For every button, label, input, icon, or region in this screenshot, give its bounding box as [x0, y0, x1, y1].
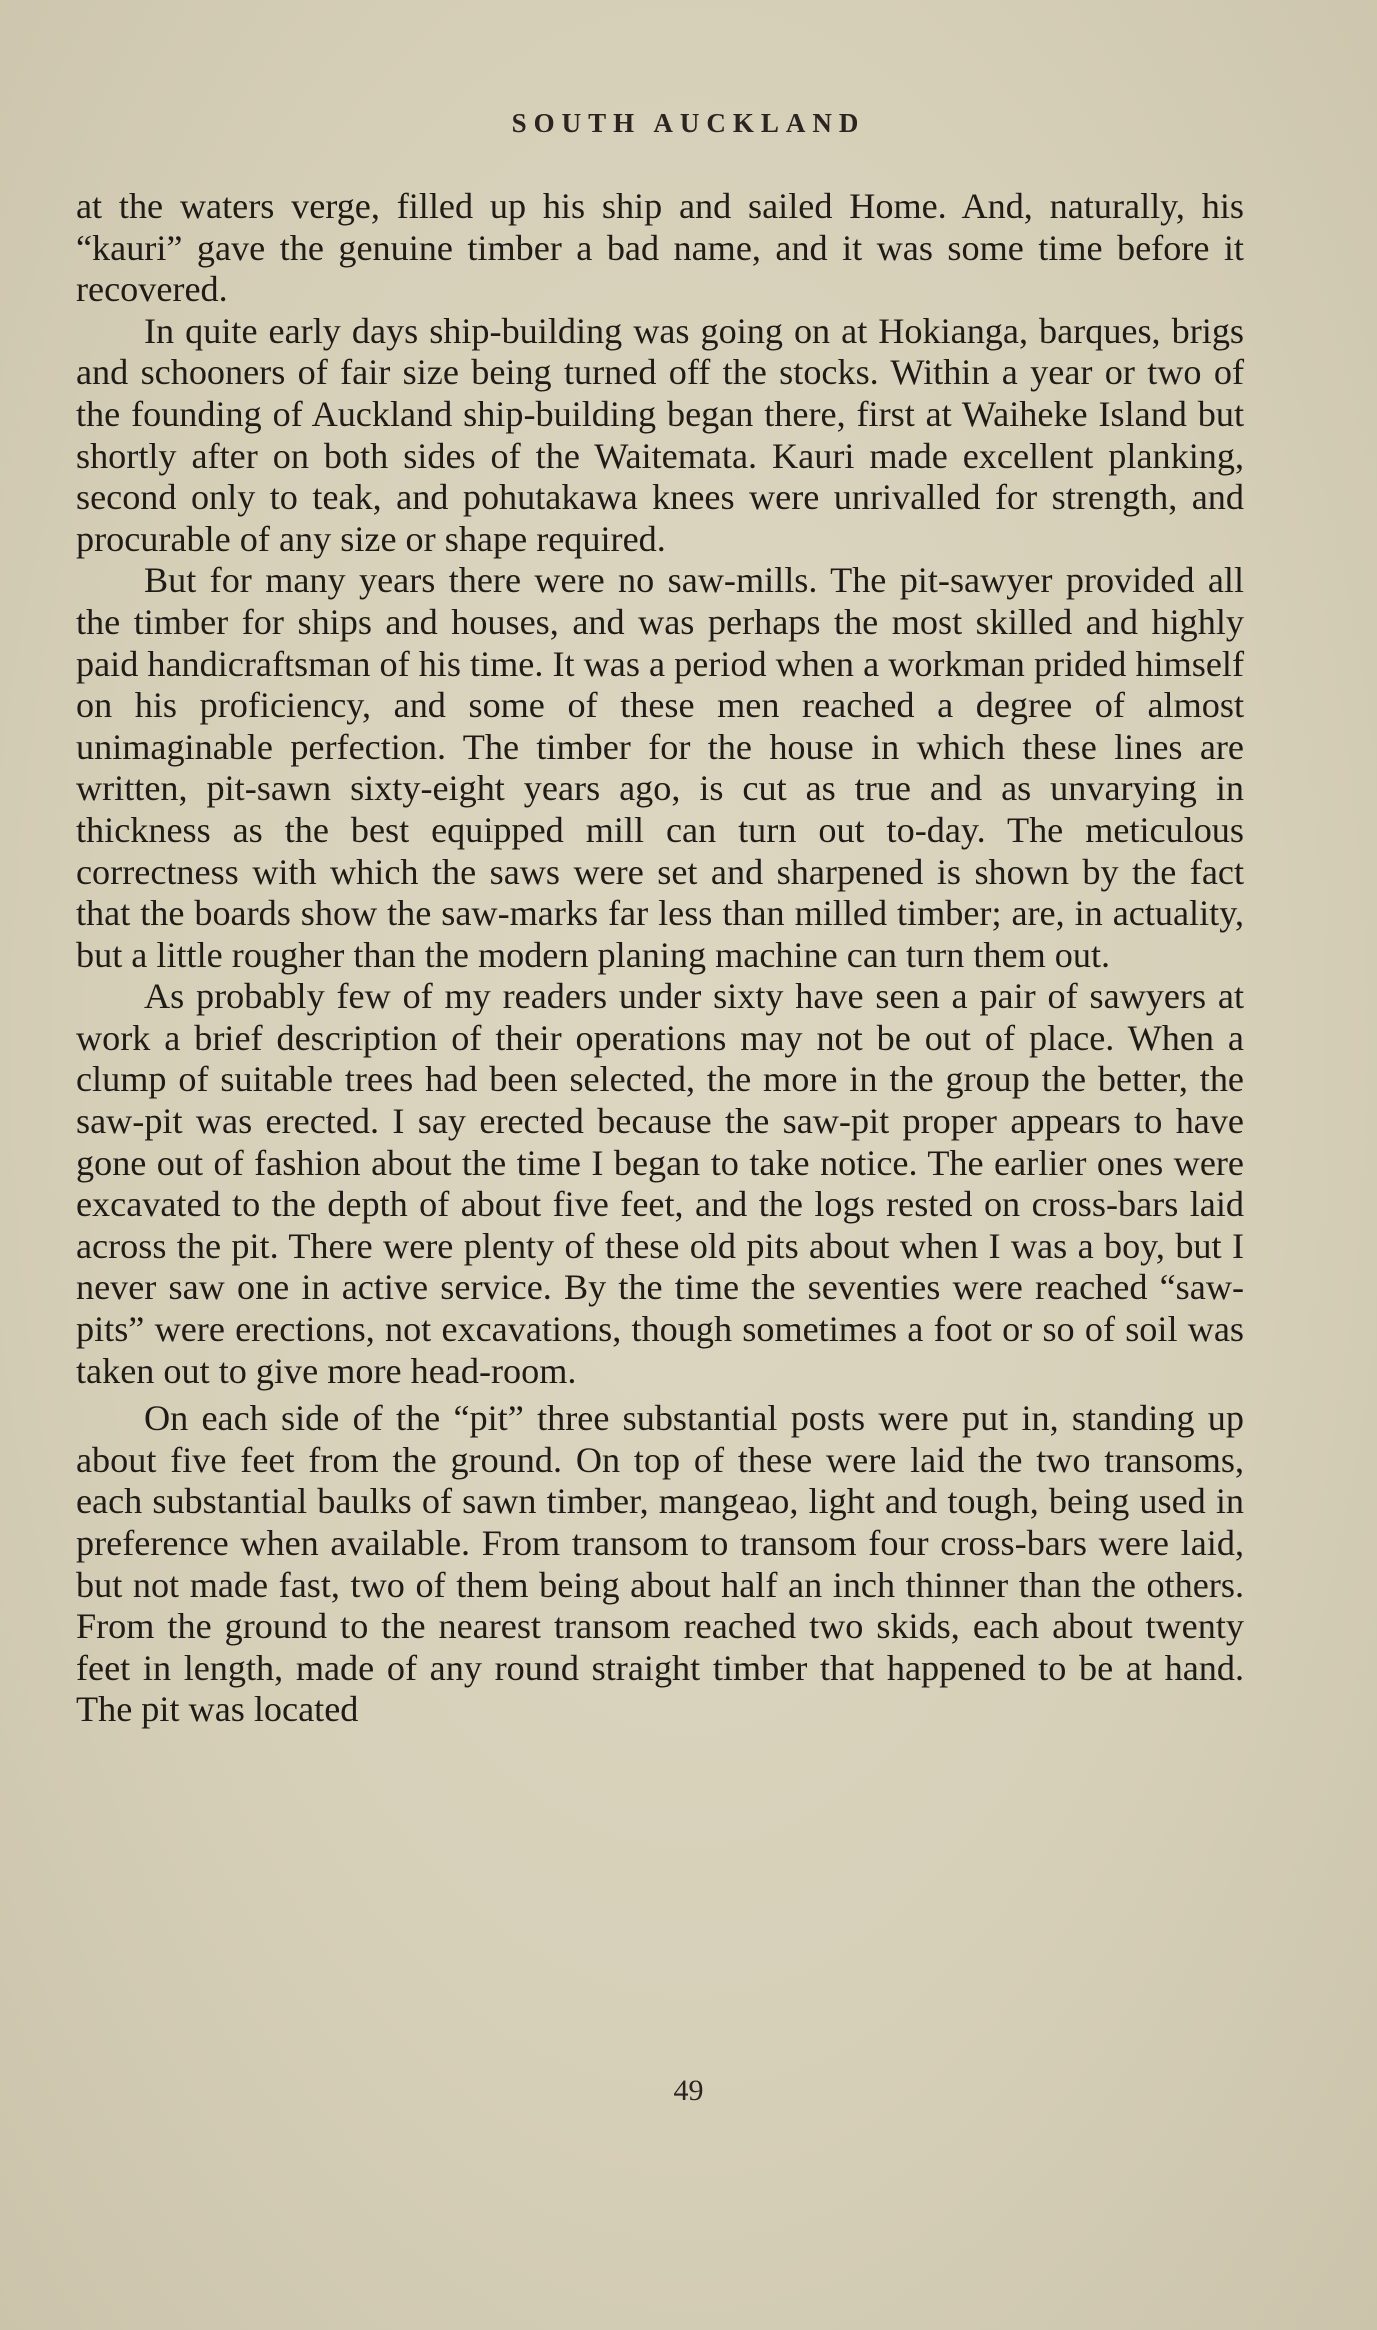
paragraph-sawyers-description: As probably few of my readers under sixty have seen a pair of sawyers at work a brief description of their operations may not be out of place. When a clump of suitable trees had been selected, the more in the group the better, the saw-pit was erected. I say erected because the saw-pit proper appears to have gone out of fashion about the time I began to take notice. The earlier ones were excavated to the depth of about five feet, and the logs rested on cross-bars laid across the pit. There were plenty of these old pits about when I was a boy, but I never saw one in active service. By the time the seventies were reached “saw-pits” were erections, not excavations, though sometimes a foot or so of soil was taken out to give more head-room. — [76, 976, 1244, 1391]
paragraph-continued: at the waters verge, filled up his ship and sailed Home. And, naturally, his “kauri” gave the genuine timber a bad name, and it was some time before it recovered. — [76, 186, 1244, 310]
page-number: 49 — [673, 2074, 704, 2107]
body-text — [76, 186, 1244, 1731]
paragraph-pit-construction: On each side of the “pit” three substantial posts were put in, standing up about five feet from the ground. On top of these were laid the two transoms, each substantial baulks of sawn timber, mangeao, light and tough, being used in preference when available. From transom to transom four cross-bars were laid, but not made fast, two of them being about half an inch thinner than the others. From the ground to the nearest transom reached two skids, each about twenty feet in length, made of any round straight timber that happened to be at hand. The pit was located — [76, 1398, 1244, 1730]
paragraph-pit-sawyer: But for many years there were no saw-mills. The pit-sawyer provided all the timber for ships and houses, and was perhaps the most skilled and highly paid handicraftsman of his time. It was a period when a workman prided himself on his proficiency, and some of these men reached a degree of almost unimaginable perfection. The timber for the house in which these lines are written, pit-sawn sixty-eight years ago, is cut as true and as unvarying in thickness as the best equipped mill can turn out to-day. The meticulous correctness with which the saws were set and sharpened is shown by the fact that the boards show the saw-marks far less than milled timber; are, in actuality, but a little rougher than the modern planing machine can turn them out. — [76, 560, 1244, 975]
paragraph-ship-building: In quite early days ship-building was going on at Hokianga, barques, brigs and schooners of fair size being turned off the stocks. Within a year or two of the founding of Auckland ship-building began there, first at Waiheke Island but shortly after on both sides of the Waitemata. Kauri made excellent planking, second only to teak, and pohutakawa knees were unrivalled for strength, and procurable of any size or shape required. — [76, 310, 1244, 559]
running-head: SOUTH AUCKLAND — [511, 108, 866, 138]
